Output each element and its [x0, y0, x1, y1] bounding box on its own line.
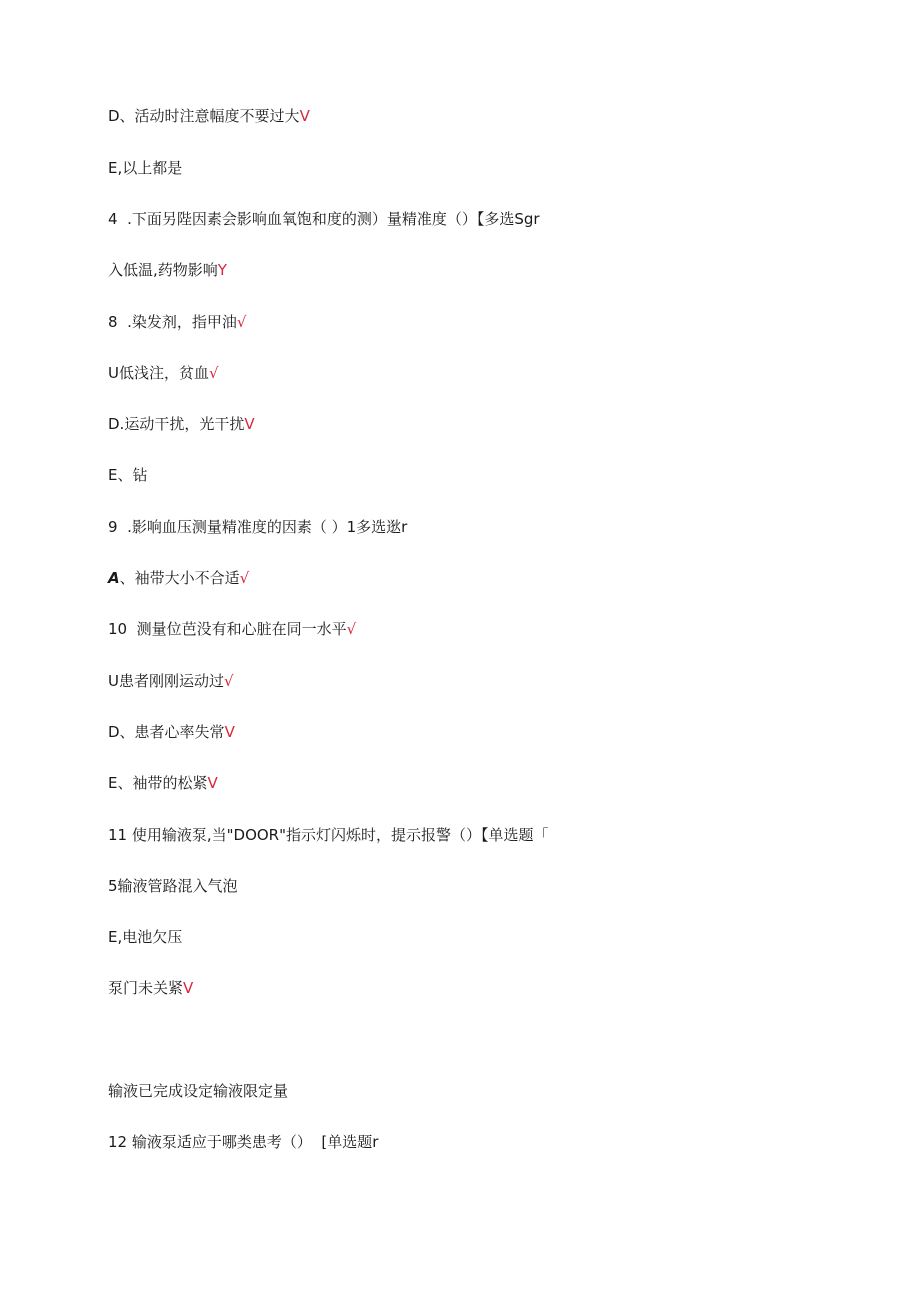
check-mark: V [244, 415, 255, 433]
answer-option-d-arrhythmia [108, 722, 235, 742]
check-mark: V [183, 979, 194, 997]
question-4 [108, 209, 540, 229]
answer-option-10 [108, 619, 356, 639]
check-mark: √ [236, 313, 247, 331]
answer-option-infusion-complete [108, 1081, 288, 1101]
answer-option-a-cuff-size [108, 568, 249, 588]
check-mark: V [224, 723, 235, 741]
check-mark: √ [223, 672, 234, 690]
question-12 [108, 1132, 378, 1152]
answer-option-low-battery [108, 927, 182, 947]
answer-option-d-activity [108, 106, 310, 126]
answer-option-8 [108, 312, 246, 332]
line-text: D、患者心率失常 [108, 723, 225, 741]
line-text: E,以上都是 [108, 159, 183, 177]
question-9 [108, 517, 407, 537]
line-text: 4 .下面另陛因素会影响血氧饱和度的测）量精准度（）【多选Sgr [108, 210, 540, 228]
line-text: E、钻 [108, 466, 148, 484]
answer-option-door-open [108, 978, 193, 998]
line-text: U低浅注，贫血 [108, 364, 209, 382]
answer-option-low-temp [108, 260, 227, 280]
answer-option-d-interference [108, 414, 255, 434]
line-text: 11 使用输液泵,当"DOOR"指示灯闪烁时，提示报警（）【单选题「 [108, 826, 549, 844]
line-text: D、活动时注意幅度不要过大 [108, 107, 300, 125]
line-text: E,电池欠压 [108, 928, 183, 946]
check-mark: √ [239, 569, 250, 587]
line-text: 、袖带大小不合适 [119, 569, 240, 587]
line-text: E、袖带的松紧 [108, 774, 208, 792]
line-text: 9 .影响血压测量精准度的因素（ ）1多选逖r [108, 518, 408, 536]
line-text: 12 输液泵适应于哪类患考（） [单选题r [108, 1133, 379, 1151]
line-text: U患者刚刚运动过 [108, 672, 224, 690]
line-text: 8 .染发剂，指甲油 [108, 313, 237, 331]
line-text: D.运动干扰，光干扰 [108, 415, 245, 433]
question-11 [108, 825, 549, 845]
line-text: 5输液管路混入气泡 [108, 877, 238, 895]
check-mark: V [299, 107, 310, 125]
answer-option-anemia [108, 363, 219, 383]
check-mark: √ [208, 364, 219, 382]
answer-option-exercise [108, 671, 234, 691]
answer-option-e-all [108, 158, 182, 178]
check-mark: √ [346, 620, 357, 638]
answer-option-e-drill [108, 465, 147, 485]
answer-option-air-bubble [108, 876, 238, 896]
line-text: 输液已完成设定输液限定量 [108, 1082, 289, 1100]
line-text: 入低温,药物影响 [108, 261, 218, 279]
line-text: 泵门未关紧 [108, 979, 184, 997]
option-letter: A [108, 569, 120, 587]
check-mark: Y [217, 261, 227, 279]
check-mark: V [207, 774, 218, 792]
answer-option-e-cuff-tightness [108, 773, 218, 793]
line-text: 10 测量位芭没有和心脏在同一水平 [108, 620, 347, 638]
